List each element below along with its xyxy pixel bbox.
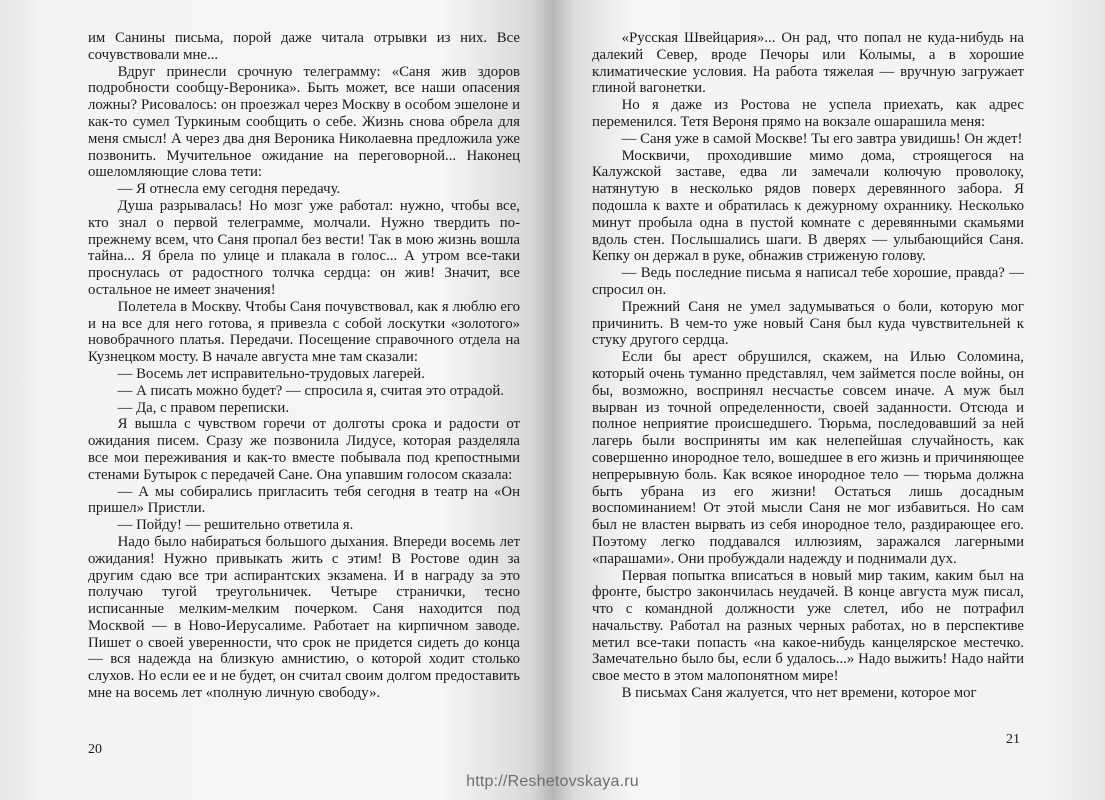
paragraph: — Да, с правом переписки. bbox=[117, 399, 290, 416]
paragraph: Надо было набираться большого дыхания. Впереди восемь лет ожидания! Нужно привыкать жить с этим! В Ростове один за другим сдаю все три аспирантских экзамена. И в награду за это получаю тугой треугольничек. Четыре странички, тесно исписанные мелким-мелким почерком. Саня находится под Москвой — в Ново-Иерусалиме. Работает на кирпичном заводе. Пишет о своей уверенности, что срок не придется сидеть до конца — вся надежда на близкую амнистию, о которой ходит столько слухов. Но если ее и не будет, он считал своим долгом предоставить мне на восемь лет «полную личную свободу». bbox=[88, 533, 520, 702]
paragraph: В письмах Саня жалуется, что нет времени, которое мог bbox=[621, 685, 977, 702]
right-page bbox=[552, 0, 1105, 800]
paragraph: им Санины письма, порой даже читала отрывки из них. Все сочувствовали мне... bbox=[88, 30, 520, 63]
paragraph: Первая попытка вписаться в новый мир таким, каким был на фронте, быстро закончилась неудачей. В конце августа муж писал, что с командной должности уже слетел, ибо не потрафил начальству. Работал на разных черных работах, но в перспективе метил все-таки попасть «на какое-нибудь канцелярское местечко. Замечательно было бы, если б удалось...» Надо выжить! Надо найти свое место в этом малопонятном мире! bbox=[592, 567, 1024, 685]
paragraph: Душа разрывалась! Но мозг уже работал: нужно, чтобы все, кто знал о первой телеграмме, молчали. Нужно твердить по-прежнему всем, что Саня пропал без вести! Так в мою жизнь вошла тайна... Я брела по улице и плакала в голос... А утром все-таки проснулась от радостного толчка сердца: он жив! Значит, все остальное не имеет значения! bbox=[88, 197, 520, 298]
paragraph: — Саня уже в самой Москве! Ты его завтра увидишь! Он ждет! bbox=[621, 130, 1023, 147]
paragraph: — Пойду! — решительно ответила я. bbox=[117, 517, 354, 534]
paragraph: — Я отнесла ему сегодня передачу. bbox=[117, 181, 341, 198]
paragraph: Москвичи, проходившие мимо дома, строящегося на Калужской заставе, едва ли замечали колючую проволоку, натянутую в несколько рядов поверх деревянного забора. Я подошла к вахте и обратилась к дежурному охраннику. Несколько минут пробыла одна в пустой комнате с деревянными скамьями вдоль стен. Послышались шаги. В дверях — улыбающийся Саня. Кепку он держал в руке, обнажив стриженую голову. bbox=[592, 147, 1024, 265]
paragraph: — А мы собирались пригласить тебя сегодня в театр на «Он пришел» Пристли. bbox=[88, 483, 520, 517]
paragraph: — А писать можно будет? — спросила я, считая это отрадой. bbox=[117, 382, 504, 399]
right-page-text bbox=[592, 30, 1024, 702]
paragraph: Но я даже из Ростова не успела приехать, как адрес переменился. Тетя Вероня прямо на вокзале ошарашила меня: bbox=[592, 97, 1024, 130]
page-number-right: 21 bbox=[1006, 732, 1020, 747]
paragraph: — Восемь лет исправительно-трудовых лагерей. bbox=[117, 365, 425, 382]
paragraph: Прежний Саня не умел задумываться о боли, которую мог причинить. В чем-то уже новый Саня был куда чувствительней к стуку другого сердца. bbox=[592, 298, 1024, 349]
paragraph: Я вышла с чувством горечи от долготы срока и радости от ожидания писем. Сразу же позвонила Лидусе, которая разделяла все мои переживания и как-то вместе побывала под крепостными стенами Бутырок с передачей Сане. Она упавшим голосом сказала: bbox=[88, 416, 520, 483]
left-page-text bbox=[88, 30, 520, 702]
page-number-left: 20 bbox=[88, 742, 102, 757]
paragraph: Полетела в Москву. Чтобы Саня почувствовал, как я люблю его и на все для него готова, я привезла с собой лоскутки «золотого» новобрачного платья. Передачи. Посещение справочного отдела на Кузнецком мосту. В начале августа мне там сказали: bbox=[88, 298, 520, 366]
source-url-watermark: http://Reshetovskaya.ru bbox=[466, 773, 639, 790]
paragraph: Если бы арест обрушился, скажем, на Илью Соломина, который очень туманно представлял, чем займется после войны, он бы, возможно, воспринял несчастье совсем иначе. А муж был вырван из точной определенности, своей заданности. Отсюда и полное неприятие происшедшего. Тюрьма, последовавший за ней лагерь были восприняты им как нелепейшая случайность, как совершенно инородное тело, вошедшее в его жизнь и причиняющее непрерывную боль. Как всякое инородное тело — тюрьма должна быть убрана из его жизни! Остаться лишь досадным воспоминанием! От этой мысли Саня не мог избавиться. Но сам был не властен вырвать из себя инородное тело, раздирающее его. Поэтому легко поддавался иллюзиям, заражался лагерными «парашами». Они пробуждали надежду и поднимали дух. bbox=[592, 349, 1024, 567]
paragraph: Вдруг принесли срочную телеграмму: «Саня жив здоров подробности сообщу-Вероника». Быть может, все наши опасения ложны? Рисовалось: он проезжал через Москву в особом эшелоне и как-то сумел Туркиным сообщить о себе. Жизнь снова обрела для меня смысл! А через два дня Вероника Николаевна предложила уже позвонить. Мучительное ожидание на переговорной... Наконец ошеломляющие слова тети: bbox=[88, 63, 520, 181]
left-page bbox=[0, 0, 552, 800]
paragraph: — Ведь последние письма я написал тебе хорошие, правда? — спросил он. bbox=[592, 265, 1024, 298]
paragraph: «Русская Швейцария»... Он рад, что попал не куда-нибудь на далекий Север, вроде Печоры или Колымы, а в хорошие климатические условия. На работа тяжелая — вручную загружает глиной вагонетки. bbox=[592, 30, 1024, 97]
